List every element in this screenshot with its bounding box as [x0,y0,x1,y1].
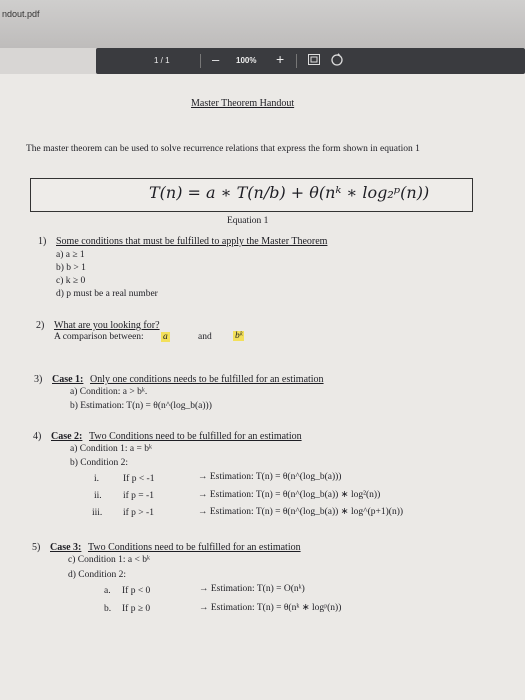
case-2-estimation: → Estimation: T(n) = θ(n^(log_b(a))) [198,472,342,482]
app-titlebar [0,0,525,48]
zoom-out-button[interactable]: – [212,52,220,67]
section-3-number: 3) [34,374,43,385]
case-2-cond: if p > -1 [123,508,154,518]
section-5-heading: Two Conditions need to be fulfilled for an estimation [88,542,301,553]
section-4-heading: Two Conditions need to be fulfilled for an estimation [89,431,302,442]
case-3-cond: If p ≥ 0 [122,604,151,614]
case-2-roman: i. [94,474,100,484]
intro-text: The master theorem can be used to solve recurrence relations that express the form shown in equation 1 [26,144,420,154]
section-2-heading: What are you looking for? [54,320,160,331]
section-2-number: 2) [36,320,45,331]
page-indicator[interactable]: 1 / 1 [154,56,170,65]
page-title: Master Theorem Handout [191,98,295,109]
highlight-a: a [163,332,168,342]
highlight-bk: bᵏ [235,331,243,341]
case-3-cond: If p < 0 [122,586,151,596]
pdf-page [0,74,525,700]
case-2-cond: if p = -1 [123,491,154,501]
case-2-cond: If p < -1 [123,474,155,484]
case-3-estimation: → Estimation: T(n) = O(nᵏ) [199,584,305,594]
section-1-number: 1) [38,236,47,247]
comparison-and: and [198,332,212,342]
condition-b: b) b > 1 [56,263,86,273]
toolbar-divider [200,54,201,68]
section-3-heading: Only one conditions needs to be fulfilled for an estimation [90,374,324,385]
comparison-line: A comparison between: [54,332,144,342]
case-3-condition-1: c) Condition 1: a < bᵏ [68,555,150,565]
case-3-label: Case 3: [50,542,82,553]
section-4-number: 4) [33,431,42,442]
case-3-estimation: → Estimation: T(n) = θ(nᵏ ∗ logᵖ(n)) [199,603,342,613]
case-3-letter: a. [104,586,111,596]
condition-c: c) k ≥ 0 [56,276,86,286]
case-1-condition: a) Condition: a > bᵏ. [70,387,148,397]
zoom-in-button[interactable]: + [276,51,285,67]
case-3-condition-2: d) Condition 2: [68,570,127,580]
case-1-label: Case 1: [52,374,84,385]
case-2-estimation: → Estimation: T(n) = θ(n^(log_b(a)) ∗ log²(n)) [198,490,381,500]
condition-d: d) p must be a real number [56,289,158,299]
rotate-icon[interactable] [330,53,344,67]
condition-a: a) a ≥ 1 [56,250,85,260]
section-1-heading: Some conditions that must be fulfilled to apply the Master Theorem [56,236,328,247]
case-1-estimation: b) Estimation: T(n) = θ(n^(log_b(a))) [70,401,212,411]
case-2-roman: ii. [94,491,102,501]
case-2-estimation: → Estimation: T(n) = θ(n^(log_b(a)) ∗ log^(p+1)(n)) [198,507,404,517]
master-equation: T(n) = a ∗ T(n/b) + θ(nᵏ ∗ log₂ᵖ(n)) [149,183,430,202]
case-2-label: Case 2: [51,431,83,442]
case-2-roman: iii. [92,508,103,518]
equation-caption: Equation 1 [227,216,269,226]
case-3-letter: b. [104,604,112,614]
toolbar-divider [296,54,297,68]
case-2-condition-2: b) Condition 2: [70,458,129,468]
fit-page-icon[interactable] [308,54,320,65]
case-2-condition-1: a) Condition 1: a = bᵏ [70,444,152,454]
zoom-level: 100% [236,56,257,65]
section-5-number: 5) [32,542,41,553]
file-name: ndout.pdf [2,9,40,19]
pdf-toolbar [96,48,525,74]
equation-box [30,178,473,212]
